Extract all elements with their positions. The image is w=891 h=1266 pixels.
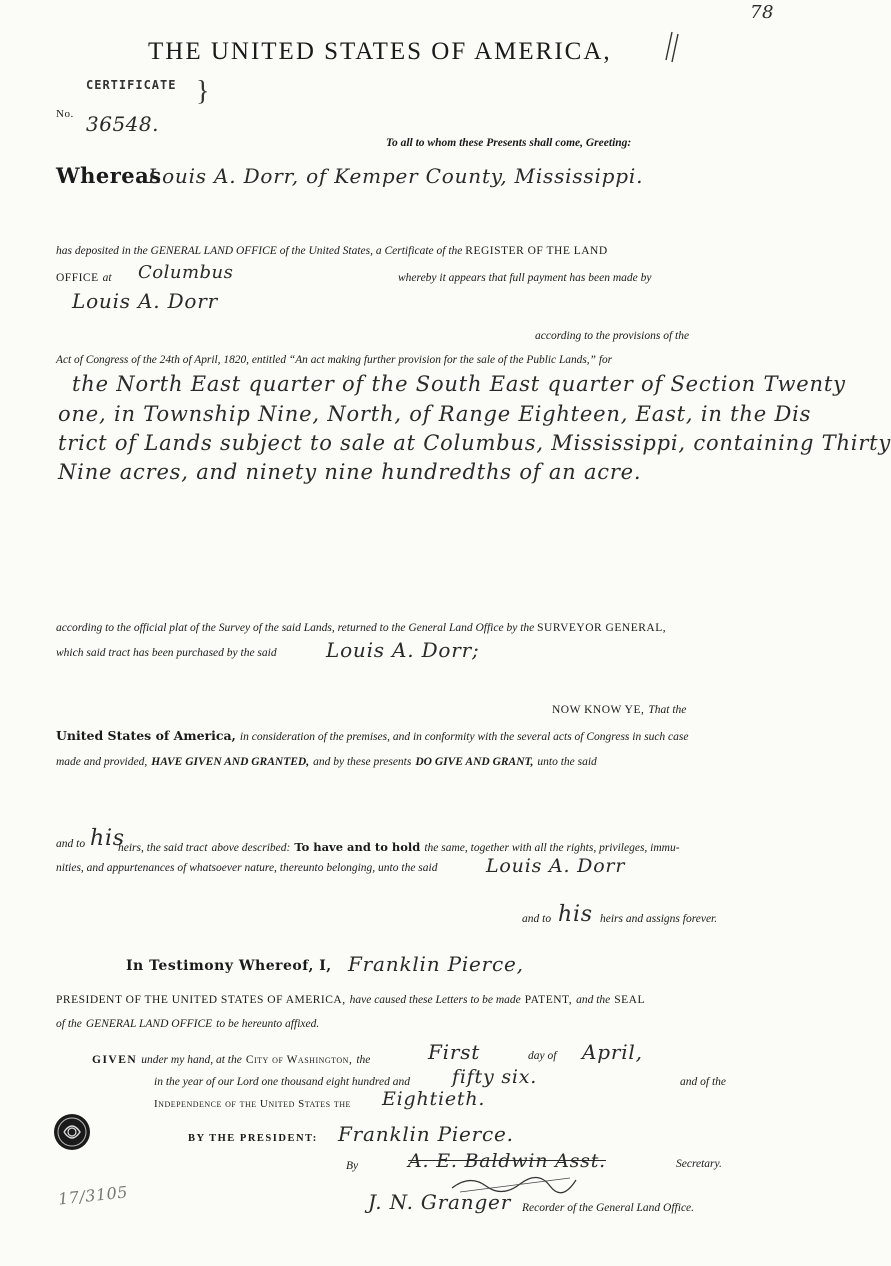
land-office-place: Columbus bbox=[138, 262, 234, 283]
heirs-forever: heirs and assigns forever. bbox=[600, 913, 718, 925]
testimony-line-2: of the GENERAL LAND OFFICE to be hereunto affixed. bbox=[56, 1018, 320, 1030]
margin-note: 17/3105 bbox=[57, 1182, 129, 1209]
payer-name: Louis A. Dorr bbox=[72, 289, 218, 313]
grant-line-1: United States of America, in consideration of the premises, and in conformity with the several acts of Congress in such case bbox=[56, 728, 689, 743]
document-title: THE UNITED STATES OF AMERICA, bbox=[148, 38, 612, 65]
habendum-line-1: heirs, the said tract above described: To have and to hold the same, together with all the rights, privileges, immu- bbox=[118, 840, 680, 854]
by-label: By bbox=[346, 1160, 359, 1172]
testimony-president-signature: Franklin Pierce, bbox=[348, 952, 524, 976]
secretary-label: Secretary. bbox=[676, 1158, 722, 1170]
year-handwritten: fifty six. bbox=[452, 1066, 538, 1088]
whereas-word: Whereas bbox=[56, 163, 162, 188]
habendum-grantee: Louis A. Dorr bbox=[486, 855, 626, 877]
survey-line-1: according to the official plat of the Survey of the said Lands, returned to the General Land Office by the SURVEYOR GENERAL, bbox=[56, 622, 667, 634]
seal-icon bbox=[52, 1112, 92, 1152]
year-text: in the year of our Lord one thousand eight hundred and bbox=[154, 1076, 410, 1088]
president-signature: Franklin Pierce. bbox=[338, 1122, 514, 1146]
independence-ordinal: Eightieth. bbox=[382, 1088, 486, 1110]
testimony-line-1: PRESIDENT OF THE UNITED STATES OF AMERICA, have caused these Letters to be made PATENT, and the SEAL bbox=[56, 994, 646, 1006]
purchaser-name: Louis A. Dorr; bbox=[326, 638, 480, 662]
recorder-signature: J. N. Granger bbox=[368, 1190, 512, 1214]
independence-text: Independence of the United States the bbox=[154, 1098, 351, 1110]
brace-icon: } bbox=[196, 76, 210, 107]
grant-line-2: made and provided, HAVE GIVEN AND GRANTED, and by these presents DO GIVE AND GRANT, unto the said bbox=[56, 756, 597, 768]
secretary-signature: A. E. Baldwin Asst. bbox=[408, 1150, 606, 1172]
day-of-label: day of bbox=[528, 1050, 557, 1062]
recorder-label: Recorder of the General Land Office. bbox=[522, 1202, 695, 1214]
description-line-2: one, in Township Nine, North, of Range Eighteen, East, in the Dis bbox=[58, 402, 812, 426]
habendum-line-2: nities, and appurtenances of whatsoever nature, thereunto belonging, unto the said bbox=[56, 862, 438, 874]
survey-line-2: which said tract has been purchased by the said bbox=[56, 647, 277, 659]
now-know-ye: NOW KNOW YE, That the bbox=[552, 704, 687, 716]
grantee-line: Louis A. Dorr, of Kemper County, Mississippi. bbox=[148, 164, 644, 188]
check-mark-icon bbox=[660, 30, 682, 66]
description-line-1: the North East quarter of the South East quarter of Section Twenty bbox=[72, 372, 846, 396]
and-to-2: and to bbox=[522, 913, 552, 925]
act-text: Act of Congress of the 24th of April, 1820, entitled “An act making further provision for the sale of the Public Lands,” for bbox=[56, 354, 613, 366]
number-label: No. bbox=[56, 108, 74, 120]
certificate-number: 36548. bbox=[86, 112, 159, 136]
month: April, bbox=[582, 1040, 643, 1064]
certificate-stamp: CERTIFICATE bbox=[86, 78, 177, 92]
day-ordinal: First bbox=[428, 1040, 481, 1064]
greeting: To all to whom these Presents shall come, Greeting: bbox=[386, 137, 632, 149]
description-line-3: trict of Lands subject to sale at Columbus, Mississippi, containing Thirty bbox=[58, 431, 891, 455]
deposit-line-1: has deposited in the GENERAL LAND OFFICE of the United States, a Certificate of the REGISTER OF THE LAND bbox=[56, 245, 608, 257]
and-to-label: and to bbox=[56, 838, 86, 850]
description-line-4: Nine acres, and ninety nine hundredths of an acre. bbox=[58, 460, 642, 484]
given-line-1: GIVEN under my hand, at the City of Washington, the bbox=[92, 1054, 371, 1066]
deposit-line-2: OFFICE at bbox=[56, 272, 112, 284]
payment-text: whereby it appears that full payment has been made by bbox=[398, 272, 652, 284]
his-word: his bbox=[90, 826, 125, 851]
by-the-president-label: BY THE PRESIDENT: bbox=[188, 1133, 318, 1144]
and-of-the: and of the bbox=[680, 1076, 726, 1088]
his-word-2: his bbox=[558, 902, 593, 927]
provisions-text: according to the provisions of the bbox=[535, 330, 690, 342]
testimony-heading: In Testimony Whereof, I, bbox=[126, 958, 332, 974]
page-number: 78 bbox=[750, 2, 774, 23]
